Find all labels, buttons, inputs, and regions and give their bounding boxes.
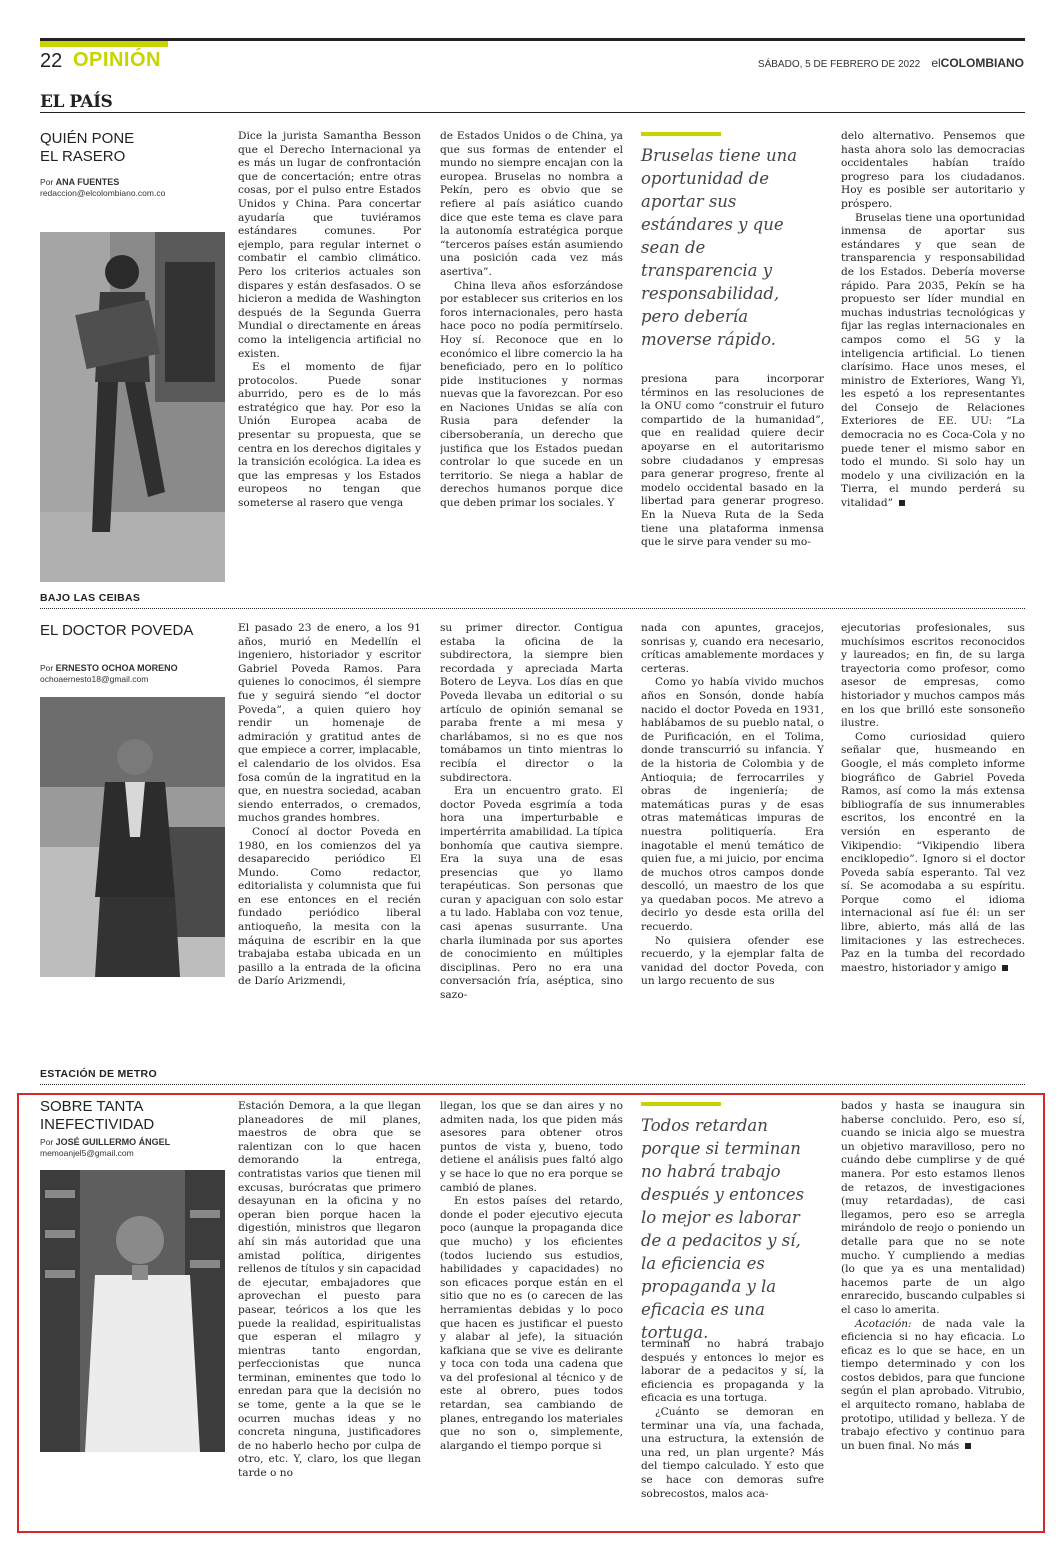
partner-rule bbox=[40, 112, 1025, 113]
article3-column-4: bados y hasta se inaugura sin haberse concluido. Pero, eso sí, cuando se inicia algo se muestra un objetivo maravilloso, pero no cuándo debe cumplirse y de qué manera. Por esto estamos llenos de retazos, de investigaciones (muy retardadas), de casi llegamos, pero eso se arregla mirándolo de reojo o poniendo un detalle para que no se note mucho. Y cumpliendo a medias (lo que ya es una mentalidad) hacemos parte de un algo enrarecido, buscando culpables si el caso lo amerita. Acotación: de nada vale la eficiencia si no hay eficacia. Lo eficaz es lo que se hace, en un tiempo determinado y con los costos debidos, para que funcione según el plan aprobado. Vitrubio, el arquitecto romano, hablaba de prototipo, utilidad y belleza. Y de trabajo efectivo y continuo para un buen final. No más bbox=[841, 1100, 1025, 1452]
article3-byline: Por JOSÉ GUILLERMO ÁNGEL memoanjel5@gmail.com bbox=[40, 1137, 171, 1158]
article1-byline: Por ANA FUENTES redaccion@elcolombiano.com.co bbox=[40, 177, 166, 198]
partner-logo: EL PAÍS bbox=[40, 92, 113, 112]
article3-column-3: terminan no habrá trabajo después y entonces lo mejor es laborar de a pedacitos y sí, la eficiencia es propaganda y la eficacia es una tortuga. ¿Cuánto se demoran en terminar una vía, una fachada, una estructura, la extensión de una red, un plan urgente? Más del tiempo calculado. Y esto que se hace con demoras sufre sobrecostos, malos aca- bbox=[641, 1338, 824, 1500]
article3-column-2: llegan, los que se dan aires y no admiten nada, los que piden más asesores para obtener otros puntos de vista y, bueno, todo detiene el análisis pues faltó algo y se hace lo que no era porque se cambió de planes. En estos países del retardo, donde el poder ejecutivo ejecuta poco (aunque la propaganda dice que mucho) y los eficientes (todos luciendo sus estudios, habilidades y capacidades) no son eficaces porque están en el sitio que no es (o carecen de las herramientas debidas y lo poco que hacen es justificar el puesto y alabar al jefe), la situación kafkiana que se vive es delirante y toca con toda una cadena que va del profesional al técnico y de este al obrero, pues todos retardan, sea cambiando de planes, entregando los materiales que no son o, simplemente, alargando el tiempo porque si bbox=[440, 1100, 623, 1452]
author-email: memoanjel5@gmail.com bbox=[40, 1148, 134, 1158]
brand-logo: elCOLOMBIANO bbox=[931, 56, 1024, 70]
article1-column-2: de Estados Unidos o de China, ya que sus formas de entender el mundo no siempre encajan con la europea. Bruselas no nombra a Pekín, pero es obvio que se refiere al país asiático cuando dice que este tema es clave para la autonomía estratégica porque “terceros países están asumiendo una posición cada vez más asertiva”. China lleva años esforzándose por establecer sus criterios en los foros internacionales, pero hasta hace poco no podía permitírselo. Hoy sí. Reconoce que en lo económico el libre comercio la ha beneficiado, pero en lo político pide instituciones y normas nuevas que la favorezcan. Por eso en Naciones Unidas se alía con Rusia para defender la cibersoberanía, un derecho que justifica que los Estados puedan controlar lo que sucede en un territorio. Se niega a hablar de derechos humanos porque dice que deben primar los sociales. Y bbox=[440, 130, 623, 510]
article3-section-label: ESTACIÓN DE METRO bbox=[40, 1068, 157, 1080]
author-portrait-photo bbox=[40, 697, 225, 977]
article3-headline: SOBRE TANTA INEFECTIVIDAD bbox=[40, 1098, 155, 1133]
article2-section-label: BAJO LAS CEIBAS bbox=[40, 592, 141, 604]
article1-pull-quote: Bruselas tiene una oportunidad de aportar sus estándares y que sean de transparencia y responsabilidad, pero debería moverse rápido. bbox=[641, 146, 798, 349]
article1-column-4: delo alternativo. Pensemos que hasta ahora solo las democracias occidentales habían traído progreso para los ciudadanos. Hoy es posible ser autoritario y próspero. Bruselas tiene una oportunidad inmensa de aportar sus estándares y que sean de transparencia y responsabilidad de los Estados. Debería moverse rápido. Para 2035, Pekín se ha propuesto ser líder mundial en muchas industrias tecnológicas y fijar las reglas internacionales en campos como el 5G y la inteligencia artificial. Lo tienen clarísimo. Hace unos meses, el ministro de Exteriores, Wang Yi, les espetó a los representantes del Consejo de Relaciones Exteriores de EE. UU: “La democracia no es Coca-Cola y no puede tener el mismo sabor en todo el mundo. Si solo hay un modelo y una civilización en la Tierra, el mundo perderá su vitalidad” bbox=[841, 130, 1025, 510]
selection-highlight-box bbox=[17, 1093, 1045, 1533]
article1-headline: QUIÉN PONE EL RASERO bbox=[40, 130, 135, 165]
section-divider bbox=[40, 1084, 1025, 1085]
statue-photo bbox=[40, 232, 225, 582]
issue-date: SÁBADO, 5 DE FEBRERO DE 2022 bbox=[757, 59, 921, 70]
section-title: OPINIÓN bbox=[73, 49, 161, 71]
article1-column-3: presiona para incorporar términos en las resoluciones de la ONU como “construir el futuro compartido de la humanidad”, que en realidad quiere decir apoyarse en el autoritarismo sobre ciudadanos y empresas para generar progreso, frente al modelo occidental basado en la libertad para generar progreso. En la Nueva Ruta de la Seda tiene una plataforma inmensa que le sirve para vender su mo- bbox=[641, 373, 824, 549]
author-email: redaccion@elcolombiano.com.co bbox=[40, 188, 166, 198]
author-email: ochoaernesto18@gmail.com bbox=[40, 674, 149, 684]
acotacion-label: Acotación: bbox=[855, 1317, 912, 1330]
end-mark-icon bbox=[1002, 965, 1008, 971]
top-rule bbox=[40, 38, 1025, 41]
end-mark-icon bbox=[899, 500, 905, 506]
article3-column-1: Estación Demora, a la que llegan planeadores de mil planes, maestros de obra que se ralentizan con lo que hacen demorando la entrega, contratistas varios que tienen mil excusas, burócratas que primero desayunan en la oficina y no operan bien porque hacen la digestión, ministros que llegaron ahí sin más autoridad que una amistad política, dirigentes rellenos de títulos y sin capacidad de ejecutar, embajadores que aprovechan el puesto para pasear, teóricos a los que les puede la realidad, espiritualistas que esperan el milagro y mientras tanto engordan, perfeccionistas que nunca terminan, eminentes que todo lo enredan para que la decisión no se tome, gente a la que se le ocurren muchas ideas y no concreta ninguna, justificadores de no haberlo hecho por culpa de otro, etc. Y, claro, los que llegan tarde o no bbox=[238, 1100, 421, 1480]
page-number: 22 bbox=[40, 50, 63, 72]
article2-column-2: su primer director. Contigua estaba la oficina de la subdirectora, la siempre bien recordada y apreciada Marta Botero de Leyva. Los días en que Poveda llevaba un editorial o su artículo de opinión semanal se paraba frente a mi mesa y charlábamos, si no es que nos tomábamos un tinto mientras lo recibía el director o la subdirectora. Era un encuentro grato. El doctor Poveda esgrimía a toda hora una imperturbable e impertérrita amabilidad. La típica bonhomía que cautiva siempre. Era la suya una de esas presencias que yo llamo terapéuticas. Son personas que curan y apaciguan con solo estar a tu lado. Hablaba con voz tenue, casi apenas susurrante. Una charla iluminada por sus aportes de conocimiento en múltiples disciplinas. Pero no era una conversación fría, aséptica, sino sazo- bbox=[440, 622, 623, 1002]
article2-column-1: El pasado 23 de enero, a los 91 años, murió en Medellín el ingeniero, historiador y escritor Gabriel Poveda Ramos. Para quienes lo conocimos, él siempre fue y seguirá siendo “el doctor Poveda”, a quien quiero hoy rendir un homenaje de admiración y gratitud antes de que empiece a correr, implacable, el calendario de los olvidos. Esa fosa común de la ingratitud en la que, en nuestra sociedad, acaban siendo enterrados, o cremados, muchos grandes hombres. Conocí al doctor Poveda en 1980, en los comienzos del ya desaparecido periódico El Mundo. Como redactor, editorialista y columnista que fui en ese entonces en el recién fundado periódico liberal antioqueño, la mesita con la máquina de escribir en la que trabajaba estaba ubicada en un pasillo a la entrada de la oficina de Darío Arizmendi, bbox=[238, 622, 421, 988]
dateline bbox=[758, 56, 1024, 70]
article1-column-1: Dice la jurista Samantha Besson que el Derecho Internacional ya es más un lugar de confrontación que de concertación; entre otras cosas, por el pulso entre Estados Unidos y China. Para concertar ayudaría que tuviéramos estándares comunes. Por ejemplo, para regular internet o combatir el cambio climático. Pero los criterios actuales son dispares y están desfasados. O se hicieron a medida de Washington después de la Segunda Guerra Mundial o directamente en áreas como la inteligencia artificial no existen. Es el momento de fijar protocolos. Puede sonar aburrido, pero es de lo más estratégico que hay. Por eso la Unión Europea acaba de presentar su propuesta, que se centra en los derechos digitales y la transición ecológica. La idea es que las empresas y los Estados europeos no tengan que someterse al rasero que venga bbox=[238, 130, 421, 510]
article2-headline: EL DOCTOR POVEDA bbox=[40, 622, 194, 639]
pull-quote-bar bbox=[641, 132, 721, 136]
article3-pull-quote: Todos retardan porque si terminan no habrá trabajo después y entonces lo mejor es laborar de a pedacitos y sí, la eficiencia es propaganda y la eficacia es una tortuga. bbox=[641, 1116, 805, 1342]
section-divider bbox=[40, 608, 1025, 609]
article2-column-3: nada con apuntes, gracejos, sonrisas y, cuando era necesario, críticas amablemente mordaces y certeras. Como yo había vivido muchos años en Sonsón, donde había nacido el doctor Poveda en 1931, hablábamos de su pueblo natal, o de Purificación, en el Tolima, donde transcurrió su infancia. Y de la historia de Colombia y de Antioquia; de ferrocarriles y obras de ingeniería; de matemáticas puras y de esas otras matemáticas impuras de nuestra politiquería. Era inagotable el menú temático de quien fue, a mi juicio, por encima de muchos otros campos donde descolló, un maestro de los que ya quedaban pocos. Me atrevo a decirlo yo desde esta orilla del recuerdo. No quisiera ofender ese recuerdo, y la ejemplar falta de vanidad del doctor Poveda, con un largo recuento de sus bbox=[641, 622, 824, 988]
section-accent-bar bbox=[40, 41, 168, 47]
article2-byline: Por ERNESTO OCHOA MORENO ochoaernesto18@gmail.com bbox=[40, 663, 178, 684]
article2-column-4: ejecutorias profesionales, sus muchísimos escritos reconocidos y laureados; en fin, de su larga trayectoria como profesor, como asesor de empresas, como historiador y muchos campos más en los que brilló este sonsoneño ilustre. Como curiosidad quiero señalar que, husmeando en Google, el más completo informe biográfico de Gabriel Poveda Ramos, así como la más extensa bibliografía de sus innumerables escritos, los encontré en la versión en esperanto de Vikipendio: “Vikipendio libera enciklopedio”. Ignoro si el doctor Poveda sabía esperanto. Tal vez sí. Se acomodaba a su espíritu. Porque como el idioma internacional así fue él: un ser libre, abierto, más allá de las limitaciones y las estrecheces. Paz en la tumba del recordado maestro, historiador y amigo bbox=[841, 622, 1025, 974]
